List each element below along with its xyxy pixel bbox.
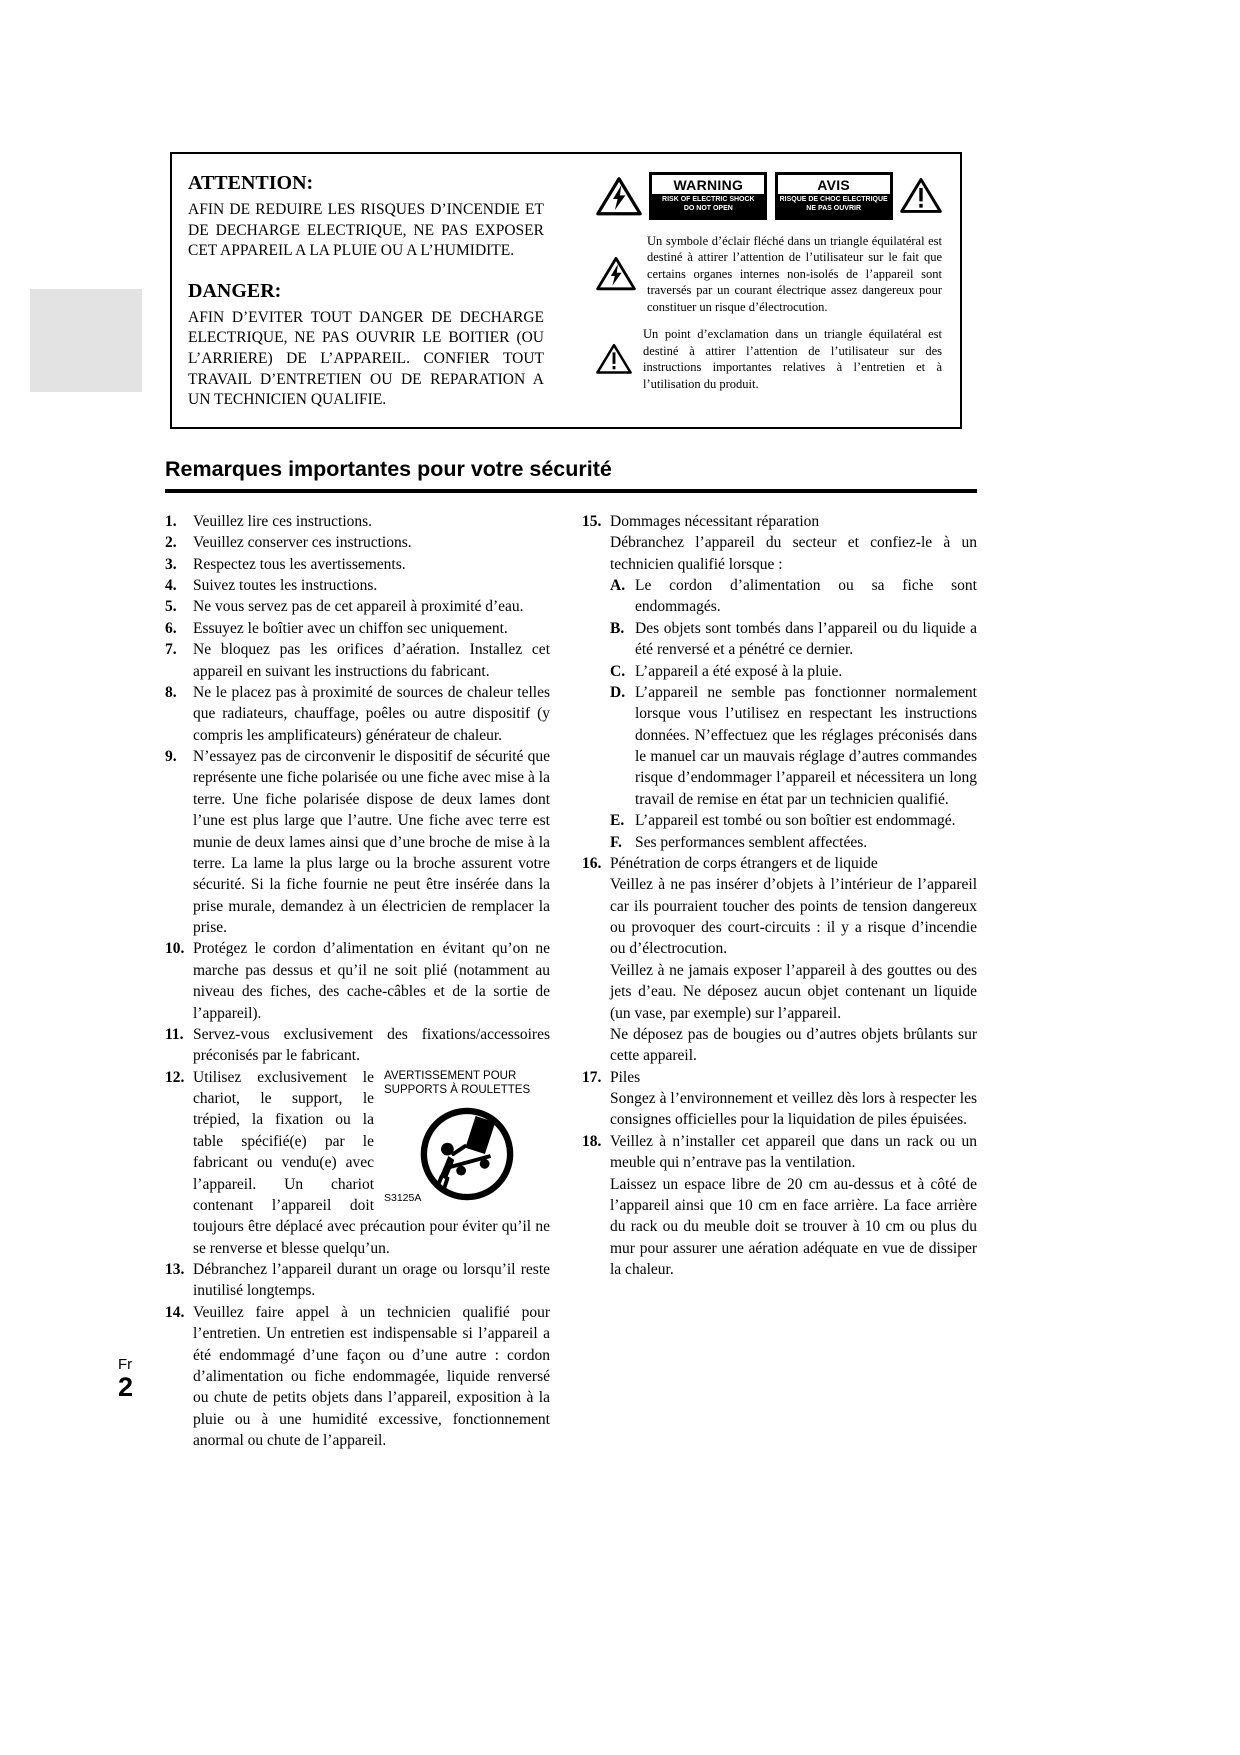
attention-title: ATTENTION:	[188, 172, 314, 194]
item-paragraph: Veillez à ne pas insérer d’objets à l’intérieur de l’appareil car ils pourraient toucher des points de tension dangereux ou provoquer des court-circuits : il y a risque d’incendie ou d’électrocution.	[610, 876, 977, 958]
item-paragraph: N’essayez pas de circonvenir le dispositif de sécurité que représente une fiche polarisée ou une fiche avec mise à la terre. Une fiche polarisée dispose de deux lames dont l’une est plus large que l’autre. Une fiche avec terre est munie de deux lames ainsi que d’une broche de mise à la terre. La lame la plus large ou la broche assurent votre sécurité. Si la fiche fournie ne peut être insérée dans la prise murale, demandez à un électricien de remplacer la prise.	[193, 748, 550, 936]
instructions-column-left	[165, 511, 550, 1452]
instruction-item-7	[165, 639, 550, 682]
item-number: 14.	[165, 1303, 185, 1321]
tipping-cart-icon	[384, 1105, 550, 1209]
item-number: 8.	[165, 683, 177, 701]
bolt-explanation-text: Un symbole d’éclair fléché dans un triangle équilatéral est destiné à attirer l’attention de l’utilisateur sur le fait que certains organes internes non-isolés de l’appareil sont traversés par un courant électrique assez dangereux pour constituer un risque d’électrocution.	[647, 233, 942, 314]
avis-label-title: AVIS	[817, 177, 851, 193]
item-paragraph: Ne le placez pas à proximité de sources de chaleur telles que radiateurs, chauffage, poêles ou autre dispositif (y compris les amplificateurs) générateur de chaleur.	[193, 683, 550, 744]
item-text	[193, 575, 550, 596]
sub-item-letter: C.	[610, 662, 626, 680]
sub-item-text: L’appareil ne semble pas fonctionner normalement lorsque vous l’utilisez en respectant les instructions données. N’effectuez que les réglages préconisés dans le manuel car un mauvais réglage d’autres commandes risque d’endommager l’appareil et nécessitera un long travail de remise en état par un technicien qualifié.	[635, 683, 977, 808]
sub-item-text: Ses performances semblent affectées.	[635, 833, 868, 851]
item-number: 1.	[165, 512, 177, 530]
item-paragraph: Ne bloquez pas les orifices d’aération. Installez cet appareil en suivant les instructions du fabricant.	[193, 641, 550, 680]
notice-symbol-column	[560, 172, 942, 411]
item-number: 16.	[582, 854, 602, 872]
instruction-item-15	[582, 511, 977, 853]
sub-item-text: L’appareil a été exposé à la pluie.	[635, 662, 843, 680]
item-paragraph: Respectez tous les avertissements.	[193, 555, 406, 573]
instruction-item-3	[165, 554, 550, 575]
item-text	[193, 1067, 550, 1259]
item-paragraph: Utilisez exclusivement le chariot, le support, le trépied, la fixation ou la table spécifié(e) par le fabricant ou vendu(e) avec l’appareil. Un chariot contenant l’appareil doit toujours être déplacé avec précaution pour éviter qu’il ne se renverse et blesse quelqu’un.	[193, 1068, 550, 1257]
instruction-item-6	[165, 618, 550, 639]
item-paragraph: Suivez toutes les instructions.	[193, 577, 378, 594]
warning-label-box	[649, 172, 767, 220]
warning-label-line2: DO NOT OPEN	[683, 204, 733, 212]
item-paragraph: Débranchez l’appareil durant un orage ou lorsqu’il reste inutilisé longtemps.	[193, 1261, 550, 1300]
cart-caption-line1: AVERTISSEMENT POUR	[384, 1069, 517, 1082]
instruction-item-1	[165, 511, 550, 532]
item-paragraph: Piles	[610, 1068, 641, 1086]
item-text	[193, 682, 550, 746]
exclamation-explanation-row	[596, 326, 942, 392]
instruction-item-8	[165, 682, 550, 746]
item-number: 2.	[165, 534, 177, 552]
sub-item-letter: A.	[610, 577, 626, 594]
item-paragraph: Laissez un espace libre de 20 cm au-dessus et à côté de l’appareil ainsi que 10 cm en face arrière. La face arrière du rack ou du meuble doit se trouver à 10 cm ou plus du mur pour assurer une aération adéquate en vue de dissiper la chaleur.	[610, 1175, 977, 1278]
exclamation-explanation-text: Un point d’exclamation dans un triangle équilatéral est destiné à attirer l’attention de l’utilisateur sur des instructions importantes relatives à l’entretien et à l’utilisation du produit.	[643, 327, 942, 391]
item-number: 11.	[165, 1025, 184, 1043]
item-number: 4.	[165, 577, 177, 594]
sub-item-D	[610, 682, 977, 810]
item-text	[193, 639, 550, 682]
instructions-columns	[165, 511, 977, 1452]
sub-item-letter: B.	[610, 619, 625, 637]
instruction-item-5	[165, 596, 550, 617]
avis-label-sub	[778, 194, 890, 217]
item-text	[610, 853, 977, 1067]
item-text	[193, 596, 550, 617]
exclamation-triangle-icon	[596, 343, 632, 375]
footer-page-number: 2	[118, 1372, 134, 1402]
lightning-bolt-triangle-icon	[596, 176, 642, 216]
item-text	[610, 1131, 977, 1281]
item-number: 15.	[582, 512, 602, 530]
sub-item-text: Le cordon d’alimentation ou sa fiche sont endommagés.	[635, 577, 977, 616]
instruction-item-9	[165, 746, 550, 938]
warning-labels-row	[596, 172, 942, 220]
sub-item-text: L’appareil est tombé ou son boîtier est endommagé.	[635, 812, 956, 830]
cart-figure-code: S3125A	[384, 1191, 422, 1204]
item-number: 9.	[165, 748, 177, 765]
item-text	[193, 746, 550, 938]
instruction-item-12	[165, 1067, 550, 1259]
page-content	[165, 0, 977, 1451]
instructions-column-right	[582, 511, 977, 1452]
item-paragraph: Songez à l’environnement et veillez dès lors à respecter les consignes officielles pour la liquidation de piles épuisées.	[610, 1090, 977, 1129]
item-paragraph: Protégez le cordon d’alimentation en évitant qu’on ne marche pas dessus et qu’il ne soit plié (notamment au niveau des fiches, des cache-câbles et de la sortie de l’appareil).	[193, 940, 550, 1022]
instruction-item-18	[582, 1131, 977, 1281]
item-paragraph: Dommages nécessitant réparation	[610, 512, 820, 530]
item-number: 17.	[582, 1068, 602, 1086]
item-text	[193, 618, 550, 639]
instruction-item-13	[165, 1259, 550, 1302]
sub-item-A	[610, 575, 977, 618]
item-text	[193, 1024, 550, 1067]
sub-item-E	[610, 810, 977, 831]
instruction-item-14	[165, 1302, 550, 1452]
notice-text-column	[188, 172, 560, 411]
avis-label-box	[775, 172, 893, 220]
instruction-item-10	[165, 938, 550, 1024]
item-number: 10.	[165, 940, 185, 958]
attention-body: AFIN DE REDUIRE LES RISQUES D’INCENDIE ET DE DECHARGE ELECTRIQUE, NE PAS EXPOSER CET APPAREIL A LA PLUIE OU A L’HUMIDITE.	[188, 201, 544, 260]
item-paragraph: Ne déposez pas de bougies ou d’autres objets brûlants sur cette appareil.	[610, 1025, 977, 1065]
item-text	[193, 1259, 550, 1302]
instruction-item-2	[165, 532, 550, 553]
warning-label-line1: RISK OF ELECTRIC SHOCK	[662, 196, 755, 203]
footer-language-label: Fr	[118, 1356, 133, 1373]
item-paragraph: Ne vous servez pas de cet appareil à proximité d’eau.	[193, 598, 524, 616]
instruction-item-11	[165, 1024, 550, 1067]
instruction-item-17	[582, 1067, 977, 1131]
danger-title: DANGER:	[188, 279, 282, 302]
instruction-item-4	[165, 575, 550, 596]
instruction-item-16	[582, 853, 977, 1067]
item-paragraph: Veuillez conserver ces instructions.	[193, 534, 412, 552]
item-text	[193, 938, 550, 1024]
item-text	[193, 1302, 550, 1452]
item-paragraph: Débranchez l’appareil du secteur et confiez-le à un technicien qualifié lorsque :	[610, 534, 977, 573]
item-paragraph: Servez-vous exclusivement des fixations/accessoires préconisés par le fabricant.	[193, 1025, 550, 1065]
exclamation-triangle-icon	[900, 177, 942, 214]
item-text	[193, 511, 550, 532]
sub-item-letter: E.	[610, 812, 625, 830]
avis-label-line2: NE PAS OUVRIR	[806, 204, 862, 212]
edge-tab-marker	[30, 289, 142, 392]
warning-label-title: WARNING	[673, 177, 744, 193]
sub-item-letter: F.	[610, 833, 622, 851]
item-text	[193, 554, 550, 575]
item-text	[610, 511, 977, 853]
page-footer	[118, 1356, 133, 1401]
danger-body: AFIN D’EVITER TOUT DANGER DE DECHARGE ELECTRIQUE, NE PAS OUVRIR LE BOITIER (OU L’ARRIERE) DE L’APPAREIL. CONFIER TOUT TRAVAIL D’ENTRETIEN OU DE REPARATION A UN TECHNICIEN QUALIFIE.	[188, 308, 544, 409]
item-paragraph: Pénétration de corps étrangers et de liquide	[610, 854, 878, 872]
avis-label-line1: RISQUE DE CHOC ELECTRIQUE	[779, 196, 888, 203]
cart-figure-caption	[384, 1069, 550, 1098]
item-number: 6.	[165, 619, 177, 637]
sub-item-text: Des objets sont tombés dans l’appareil ou du liquide a été renversé et a pénétré ce dernier.	[635, 619, 977, 659]
sub-item-C	[610, 661, 977, 682]
sub-item-F	[610, 832, 977, 853]
item-paragraph: Veuillez lire ces instructions.	[193, 512, 373, 530]
item-number: 18.	[582, 1132, 602, 1150]
bolt-explanation-row	[596, 233, 942, 316]
item-paragraph: Veuillez faire appel à un technicien qualifié pour l’entretien. Un entretien est indispensable si l’appareil a été endommagé d’une façon ou d’une autre : cordon d’alimentation ou fiche endommagée, liquide renversé ou chute de petits objets dans l’appareil, exposition à la pluie ou à une humidité excessive, fonctionnement anormal ou chute de l’appareil.	[193, 1303, 550, 1449]
item-paragraph: Essuyez le boîtier avec un chiffon sec uniquement.	[193, 619, 508, 637]
warning-label-sub	[652, 194, 764, 217]
item-number: 5.	[165, 598, 177, 616]
safety-notice-box	[170, 152, 962, 429]
item-number: 12.	[165, 1068, 185, 1086]
item-paragraph: Veillez à ne jamais exposer l’appareil à des gouttes ou des jets d’eau. Ne déposez aucun objet contenant un liquide (un vase, par exemple) sur l’appareil.	[610, 961, 977, 1022]
sub-item-letter: D.	[610, 683, 626, 701]
cart-caption-line2: SUPPORTS À ROULETTES	[384, 1084, 531, 1096]
cart-warning-figure	[384, 1069, 550, 1210]
item-paragraph: Veillez à n’installer cet appareil que dans un rack ou un meuble qui n’entrave pas la ventilation.	[610, 1132, 977, 1172]
item-number: 7.	[165, 641, 177, 659]
item-number: 3.	[165, 555, 177, 573]
page-title: Remarques importantes pour votre sécurité	[165, 457, 977, 493]
sub-item-B	[610, 618, 977, 661]
lightning-bolt-triangle-icon	[596, 256, 636, 291]
item-text	[610, 1067, 977, 1131]
item-text	[193, 532, 550, 553]
item-number: 13.	[165, 1261, 185, 1278]
